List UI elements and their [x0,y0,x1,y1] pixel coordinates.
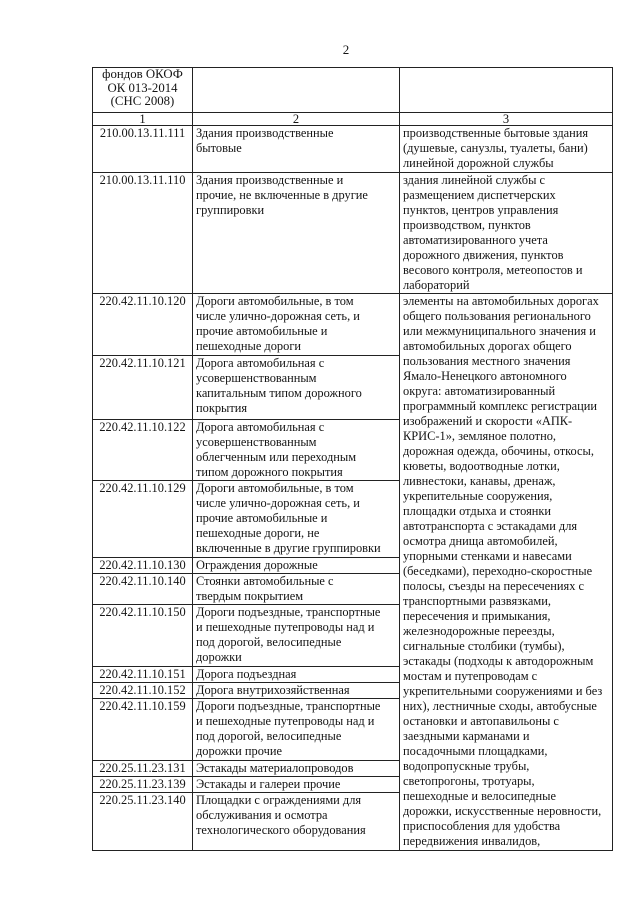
name-line: Здания производственные и [196,173,344,187]
name-line: Дороги автомобильные, в том [196,294,354,308]
name-line: включенные в другие группировки [196,541,381,555]
okof-name [193,173,400,294]
name-line: Дороги автомобильные, в том [196,481,354,495]
name-line: и пешеходные путепроводы над и [196,714,375,728]
description-line: эстакады (подходы к автодорожным [403,654,594,668]
description-line: светопрогоны, тротуары, [403,774,535,788]
description-line: водопропускные трубы, [403,759,530,773]
description-line: размещением диспетчерских [403,188,556,202]
description-line: весового контроля, метеопостов и [403,263,583,277]
description-line: дорожная одежда, обочины, откосы, [403,444,594,458]
okof-code: 220.42.11.10.140 [93,574,193,605]
okof-name [193,793,400,851]
name-line: Площадки с ограждениями для [196,793,362,807]
name-line: числе улично-дорожная сеть, и [196,309,360,323]
description-line: осмотра днища автомобилей, [403,534,558,548]
description-line: укрепительные сооружения, [403,489,553,503]
name-line: типом дорожного покрытия [196,465,343,479]
description-line: пешеходные и велосипедные [403,789,556,803]
description-line: (беседками), переходно-скоростные [403,564,593,578]
description-line: (душевые, санузлы, туалеты, бани) [403,141,588,155]
name-line: обслуживания и осмотра [196,808,328,822]
description-line: полосы, съезды на пересечениях с [403,579,585,593]
name-line: Дорога внутрихозяйственная [196,683,350,697]
header-empty-cell [193,68,400,113]
name-line: усовершенствованным [196,435,317,449]
header-code-line: фондов ОКОФ [102,67,183,81]
description-line: транспортными развязками, [403,594,551,608]
name-line: бытовые [196,141,242,155]
okof-name [193,420,400,481]
description-line: пересечения и примыкания, [403,609,551,623]
okof-name [193,574,400,605]
okof-name [193,481,400,558]
okof-code: 220.42.11.10.151 [93,667,193,683]
table-row [93,173,613,294]
okof-code: 220.42.11.10.122 [93,420,193,481]
description-line: здания линейной службы с [403,173,546,187]
okof-name [193,683,400,699]
header-code-line: (СНС 2008) [110,94,175,108]
okof-code: 220.42.11.10.120 [93,294,193,356]
description-merged-cell [400,294,613,851]
column-number: 2 [193,113,400,126]
description-line: автотранспорта с эстакадами для [403,519,578,533]
description-line: округа: автоматизированный [403,384,556,398]
description-line: общего пользования регионального [403,309,591,323]
name-line: Дорога автомобильная с [196,420,325,434]
description-line: посадочными площадками, [403,744,548,758]
name-line: Дороги подъездные, транспортные [196,605,381,619]
name-line: покрытия [196,401,248,415]
header-code-cell [93,68,193,113]
name-line: прочие автомобильные и [196,324,328,338]
description-line: автоматизированного учета [403,233,548,247]
name-line: твердым покрытием [196,589,304,603]
description-line: ливнестоки, канавы, дренаж, [403,474,556,488]
description-line: КРИС-1», земляное полотно, [403,429,556,443]
okof-code: 220.42.11.10.130 [93,558,193,574]
description-line: площадки отдыха и стоянки [403,504,552,518]
page-number: 2 [342,42,350,57]
description-line: элементы на автомобильных дорогах [403,294,599,308]
name-line: пешеходные дороги, не [196,526,320,540]
okof-code: 210.00.13.11.111 [93,126,193,173]
okof-name [193,558,400,574]
okof-code: 220.42.11.10.152 [93,683,193,699]
name-line: под дорогой, велосипедные [196,635,342,649]
description-cell [400,173,613,294]
okof-code: 220.25.11.23.131 [93,761,193,777]
okof-code: 210.00.13.11.110 [93,173,193,294]
name-line: числе улично-дорожная сеть, и [196,496,360,510]
description-line: передвижения инвалидов, [403,834,541,848]
name-line: Эстакады материалопроводов [196,761,354,775]
okof-code: 220.25.11.23.140 [93,793,193,851]
name-line: капитальным типом дорожного [196,386,362,400]
okof-name [193,294,400,356]
column-number: 1 [93,113,193,126]
okof-name [193,777,400,793]
name-line: Здания производственные [196,126,334,140]
description-line: линейной дорожной службы [403,156,554,170]
name-line: Дорога подъездная [196,667,297,681]
okof-table [92,67,613,851]
description-line: заездными карманами и [403,729,530,743]
name-line: прочие, не включенные в другие [196,188,368,202]
description-line: производственные бытовые здания [403,126,589,140]
name-line: усовершенствованным [196,371,317,385]
column-number: 3 [400,113,613,126]
table-row [93,126,613,173]
okof-code: 220.42.11.10.150 [93,605,193,667]
okof-name [193,699,400,761]
name-line: технологического оборудования [196,823,366,837]
description-line: дорожки, искусственные неровности, [403,804,602,818]
description-line: железнодорожные переезды, [403,624,555,638]
description-line: производством, пунктов [403,218,531,232]
name-line: дорожки [196,650,242,664]
description-line: пунктов, центров управления [403,203,559,217]
name-line: и пешеходные путепроводы над и [196,620,375,634]
description-cell [400,126,613,173]
description-line: программный комплекс регистрации [403,399,598,413]
description-line: них), лестничные сходы, автобусные [403,699,597,713]
name-line: Эстакады и галереи прочие [196,777,341,791]
name-line: дорожки прочие [196,744,282,758]
name-line: прочие автомобильные и [196,511,328,525]
description-line: остановки и автопавильоны с [403,714,559,728]
name-line: под дорогой, велосипедные [196,729,342,743]
description-line: автомобильных дорогах общего [403,339,572,353]
table-row [93,294,613,356]
description-line: Ямало-Ненецкого автономного [403,369,567,383]
name-line: пешеходные дороги [196,339,302,353]
name-line: Стоянки автомобильные с [196,574,334,588]
description-line: или межмуниципального значения и [403,324,596,338]
okof-name [193,667,400,683]
description-line: сигнальные столбики (тумбы), [403,639,565,653]
description-line: дорожного движения, пунктов [403,248,564,262]
description-line: кюветы, водоотводные лотки, [403,459,560,473]
description-line: упорными стенками и навесами [403,549,572,563]
header-code-line: ОК 013-2014 [107,80,178,95]
header-empty-cell [400,68,613,113]
name-line: группировки [196,203,265,217]
okof-code: 220.42.11.10.129 [93,481,193,558]
description-line: пользования местного значения [403,354,571,368]
description-line: мостам и путепроводам с [403,669,538,683]
okof-name [193,761,400,777]
description-line: лабораторий [403,278,470,292]
okof-code: 220.42.11.10.159 [93,699,193,761]
okof-code: 220.25.11.23.139 [93,777,193,793]
okof-name [193,605,400,667]
name-line: Ограждения дорожные [196,558,318,572]
name-line: Дорога автомобильная с [196,356,325,370]
description-line: укрепительными сооружениями и без [403,684,603,698]
okof-name [193,356,400,420]
table-header-row [93,68,613,113]
description-line: приспособления для удобства [403,819,561,833]
name-line: Дороги подъездные, транспортные [196,699,381,713]
okof-name [193,126,400,173]
column-number-row [93,113,613,126]
description-line: изображений и скорости «АПК- [403,414,573,428]
okof-code: 220.42.11.10.121 [93,356,193,420]
name-line: облегченным или переходным [196,450,357,464]
